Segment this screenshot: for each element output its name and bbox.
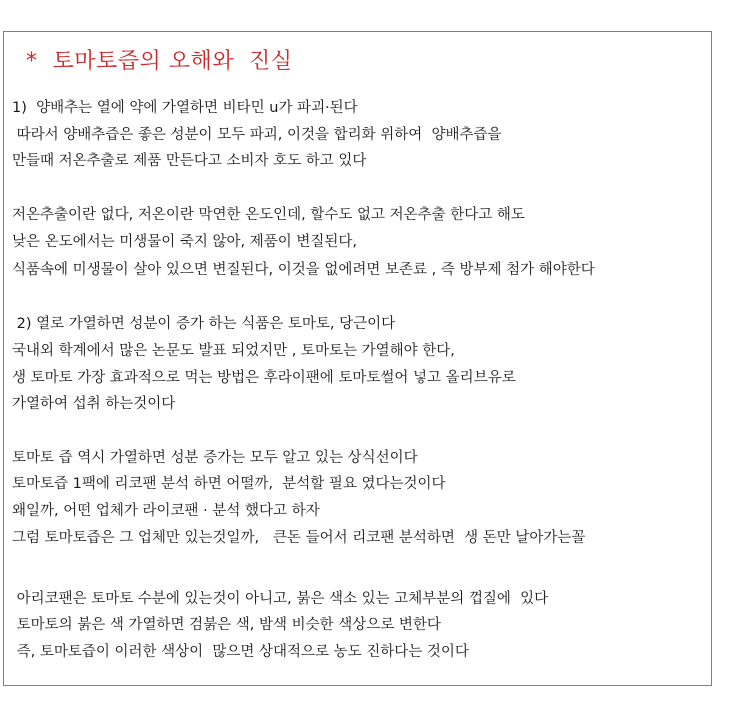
text-line: 즉, 토마토즙이 이러한 색상이 많으면 상대적으로 농도 진하다는 것이다	[12, 644, 469, 660]
text-line: 식품속에 미생물이 살아 있으면 변질된다, 이것을 없에려면 보존료 , 즉 방부제 첨가 해야한다	[12, 262, 595, 278]
text-line: 생 토마토 가장 효과적으로 먹는 방법은 후라이팬에 토마토썰어 넣고 올리브유로	[12, 370, 516, 386]
text-line: 토마토즙 1팩에 리코팬 분석 하면 어떨까, 분석할 필요 였다는것이다	[12, 476, 446, 492]
text-line: 2) 열로 가열하면 성분이 증가 하는 식품은 토마토, 당근이다	[12, 316, 396, 332]
text-line: 그럼 토마토즙은 그 업체만 있는것일까, 큰돈 들어서 리코팬 분석하면 생 돈만 날아가는꼴	[12, 530, 586, 546]
text-line: 저온추출이란 없다, 저온이란 막연한 온도인데, 할수도 없고 저온추출 한다고 해도	[12, 207, 525, 223]
text-line: 왜일까, 어떤 업체가 라이코팬 · 분석 했다고 하자	[12, 503, 320, 519]
text-line: 아리코팬은 토마토 수분에 있는것이 아니고, 붉은 색소 있는 고체부분의 껍질에 있다	[12, 591, 549, 607]
text-line: 1) 양배추는 열에 약에 가열하면 비타민 u가 파괴·된다	[12, 100, 358, 116]
text-line: 만들때 저온추출로 제품 만든다고 소비자 호도 하고 있다	[12, 153, 367, 169]
text-line: 토마토 즙 역시 가열하면 성분 증가는 모두 알고 있는 상식선이다	[12, 450, 418, 466]
text-line: 국내외 학계에서 많은 논문도 발표 되었지만 , 토마토는 가열해야 한다,	[12, 343, 455, 359]
text-line: 토마토의 붉은 색 가열하면 검붉은 색, 밤색 비슷한 색상으로 변한다	[12, 617, 441, 633]
document-title: * 토마토즙의 오해와 진실	[26, 49, 293, 74]
text-line: 가열하여 섭취 하는것이다	[12, 396, 176, 412]
text-line: 낮은 온도에서는 미생물이 죽지 않아, 제품이 변질된다,	[12, 234, 358, 250]
text-line: 따라서 양배추즙은 좋은 성분이 모두 파괴, 이것을 합리화 위하여 양배추즙을	[12, 127, 502, 143]
